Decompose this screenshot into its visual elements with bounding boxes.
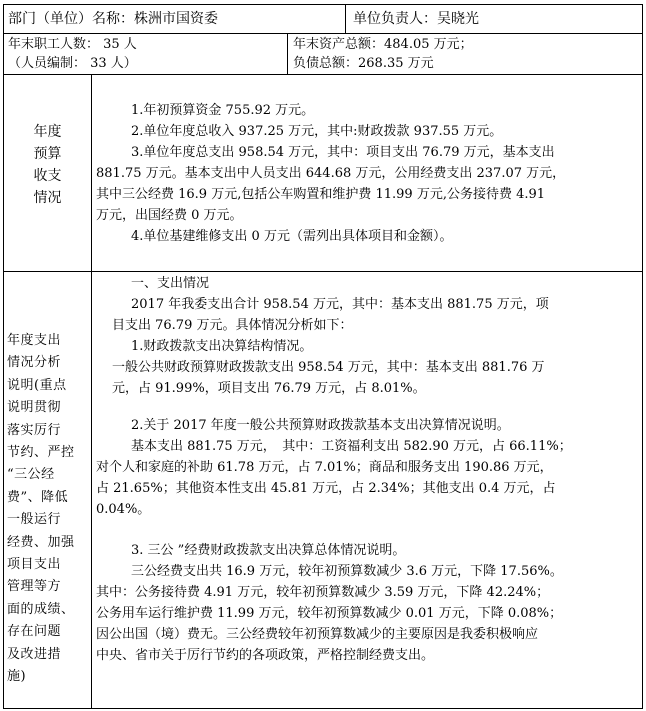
total-assets: 年末资产总额：484.05 万元； [293,37,473,52]
budget-line: 3.单位年度总支出 958.54 万元，其中：项目支出 76.79 万元，基本支出 [131,145,555,160]
label-line: 经费、加强 [7,534,75,550]
border-right [642,4,643,709]
row-divider-3 [3,271,643,272]
analysis-line: 元，占 91.99%，项目支出 76.79 万元，占 8.01%。 [112,381,426,396]
unit-head: 单位负责人：吴晓光 [353,11,479,27]
label-line: 情况分析 [7,355,62,371]
analysis-subheading: 3. 三公 ”经费财政拨款支出决算总体情况说明。 [131,543,406,558]
border-bottom [3,708,643,709]
col-divider-header-2 [287,33,288,75]
analysis-line: 三公经费支出共 16.9 万元，较年初预算数减少 3.6 万元，下降 17.56%。 [131,564,563,579]
analysis-subheading: 1.财政拨款支出决算结构情况。 [131,339,313,354]
analysis-line: 占 21.65%；其他资本性支出 45.81 万元，占 2.34%；其他支出 0.4 万元，占 [96,481,556,496]
analysis-line: 基本支出 881.75 万元， 其中：工资福利支出 582.90 万元，占 66.11%； [131,439,572,454]
label-line: 年度 [33,124,62,140]
label-line: 节约、严控 [7,445,75,461]
budget-line: 4.单位基建维修支出 0 万元（需列出具体项目和金额）。 [131,229,453,244]
analysis-line: 其中：公务接待费 4.91 万元，较年初预算数减少 3.59 万元，下降 42.24%； [96,585,550,600]
analysis-line: 一般公共财政预算财政拨款支出 958.54 万元，其中：基本支出 881.76 万 [112,360,545,375]
budget-section-label [4,121,91,209]
col-divider-header-1 [345,4,346,34]
label-line: 收支 [33,168,62,184]
dept-name: 部门（单位）名称：株洲市国资委 [8,11,218,27]
label-line: 预算 [33,146,62,162]
border-left [3,4,4,709]
row-divider-2 [3,74,643,75]
label-line: “三公经 [7,467,55,483]
budget-line: 881.75 万元。基本支出中人员支出 644.68 万元，公用经费支出 237.07 万元， [96,166,566,181]
analysis-line: 对个人和家庭的补助 61.78 万元，占 7.01%；商品和服务支出 190.86 万元， [96,460,553,475]
label-line: 说明贯彻 [7,400,62,416]
label-line: 面的成绩、 [7,601,75,617]
total-liabilities: 负债总额：268.35 万元 [293,56,434,71]
label-line: 落实厉行 [7,422,62,438]
label-line: 项目支出 [7,557,62,573]
label-line: 情况 [33,190,62,206]
analysis-line: 因公出国（境）费无。三公经费较年初预算数减少的主要原因是我委积极响应 [96,627,539,642]
staff-count: 年末职工人数： 35 人 [8,37,137,52]
analysis-line: 0.04%。 [96,502,151,517]
label-line: 年度支出 [7,333,62,348]
col-divider-body [91,74,92,709]
budget-line: 万元，出国经费 0 万元。 [96,208,243,223]
label-line: 施) [7,669,27,685]
analysis-line: 目支出 76.79 万元。具体情况分析如下： [112,318,353,333]
budget-line: 2.单位年度总收入 937.25 万元，其中:财政拨款 937.55 万元。 [131,124,503,139]
label-line: 管理等方 [7,579,62,595]
budget-line: 其中三公经费 16.9 万元,包括公车购置和维护费 11.99 万元,公务接待费 4.91 [96,187,546,202]
analysis-line: 2017 年我委支出合计 958.54 万元，其中：基本支出 881.75 万元，项 [131,297,549,312]
label-line: 说明(重点 [7,377,67,393]
label-line: 及改进措 [7,646,62,662]
budget-line: 1.年初预算资金 755.92 万元。 [131,103,315,118]
label-line: 费”、降低 [7,489,69,505]
staff-quota: （人员编制： 33 人） [8,56,137,71]
analysis-line: 中央、省市关于厉行节约的各项政策，严格控制经费支出。 [96,648,435,663]
analysis-line: 公务用车运行维护费 11.99 万元，较年初预算数减少 0.01 万元，下降 0.08%； [96,606,563,621]
label-line: 存在问题 [7,624,62,640]
analysis-subheading: 2.关于 2017 年度一般公共预算财政拨款基本支出决算情况说明。 [131,418,510,433]
label-line: 一般运行 [7,512,62,528]
analysis-heading: 一、支出情况 [131,276,210,291]
row-divider-1 [3,33,643,34]
border-top [3,4,643,5]
analysis-section-label [7,330,89,689]
